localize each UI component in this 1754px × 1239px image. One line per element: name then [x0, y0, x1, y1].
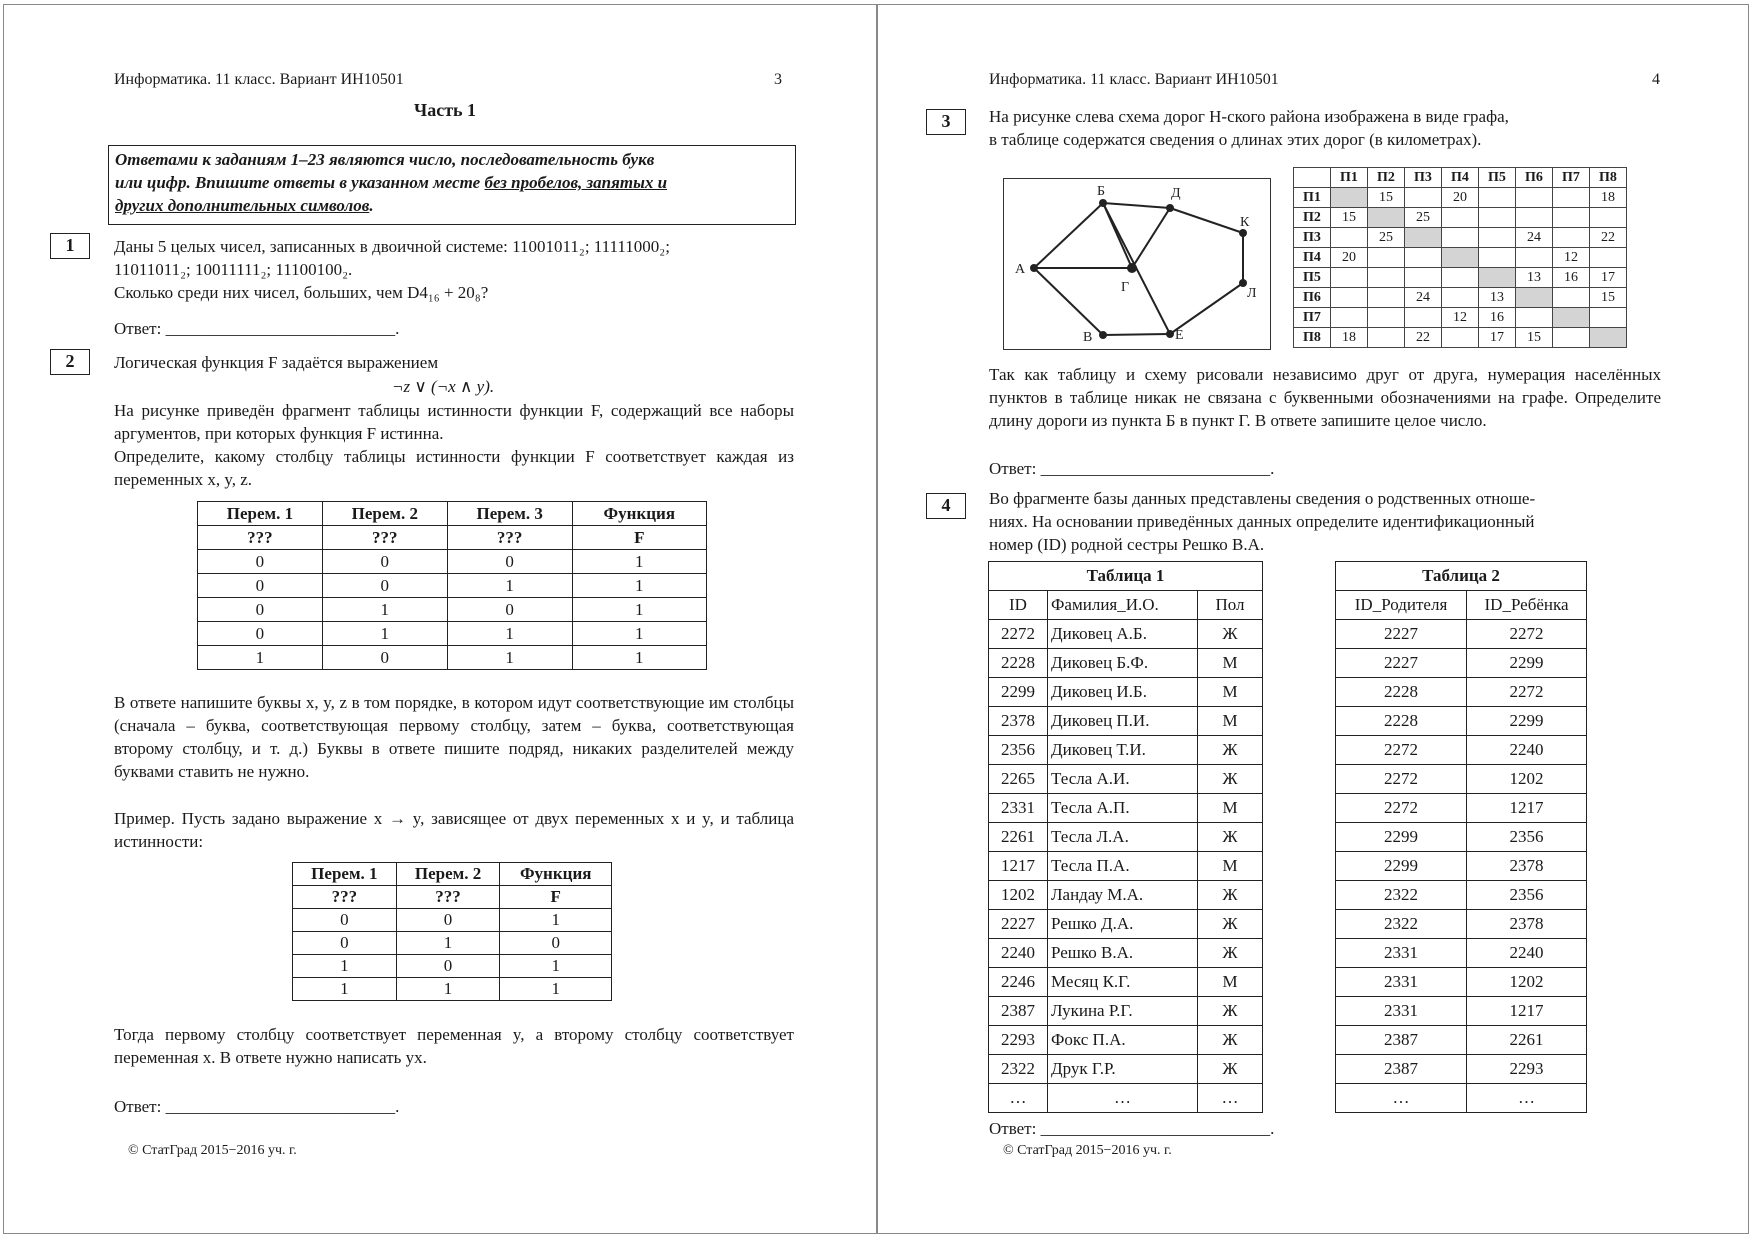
name-cell: Диковец А.Б. — [1048, 620, 1198, 649]
distance-cell: 16 — [1553, 268, 1590, 288]
column-header: ID — [989, 591, 1048, 620]
table-row — [1336, 736, 1587, 765]
distance-cell: 18 — [1331, 328, 1368, 348]
distance-cell — [1331, 288, 1368, 308]
task3-text: На рисунке слева схема дорог Н-ского района изображена в виде графа, в таблице содержатся сведения о длинах этих дорог (в километрах). — [989, 107, 1509, 149]
distance-cell: 18 — [1590, 188, 1627, 208]
distance-table — [1293, 167, 1627, 348]
child-id-cell: … — [1467, 1084, 1587, 1113]
task4-text: Во фрагменте базы данных представлены сведения о родственных отноше- ниях. На основании приведённых данных определите идентификационный номер (ID) родной сестры Решко В.А. — [989, 489, 1536, 554]
table-row — [989, 910, 1263, 939]
distance-cell — [1368, 328, 1405, 348]
right-page — [877, 4, 1749, 1234]
node-b — [1099, 199, 1107, 207]
part-title: Часть 1 — [414, 100, 477, 120]
distance-cell — [1590, 208, 1627, 228]
task2-line1: Логическая функция F задаётся выражением — [114, 353, 439, 372]
child-id-cell: 1202 — [1467, 765, 1587, 794]
table-row — [1336, 881, 1587, 910]
column-header: П1 — [1331, 168, 1368, 188]
table-row — [1336, 823, 1587, 852]
child-id-cell: 1202 — [1467, 968, 1587, 997]
distance-cell — [1442, 228, 1479, 248]
id-cell: 1217 — [989, 852, 1048, 881]
table-row — [1294, 328, 1627, 348]
table-subheader: ??? — [396, 886, 500, 909]
graph-label: Г — [1121, 280, 1130, 295]
table-row — [1336, 939, 1587, 968]
gender-cell: Ж — [1198, 939, 1263, 968]
table-row — [1294, 248, 1627, 268]
table-row — [989, 1084, 1263, 1113]
gender-cell: Ж — [1198, 881, 1263, 910]
distance-cell — [1442, 328, 1479, 348]
parent-id-cell: 2272 — [1336, 736, 1467, 765]
column-header: П5 — [1479, 168, 1516, 188]
table-row: 0 0 1 1 — [198, 574, 707, 598]
table-row — [989, 823, 1263, 852]
distance-cell: 24 — [1405, 288, 1442, 308]
name-cell: Решко Д.А. — [1048, 910, 1198, 939]
distance-cell — [1331, 308, 1368, 328]
table-row — [1294, 288, 1627, 308]
name-cell: Тесла Л.А. — [1048, 823, 1198, 852]
table1 — [988, 561, 1263, 1113]
copyright: © СтатГрад 2015−2016 уч. г. — [1003, 1143, 1172, 1158]
distance-cell: 25 — [1368, 228, 1405, 248]
graph-label: Б — [1097, 184, 1106, 199]
table-row — [1294, 308, 1627, 328]
gender-cell: Ж — [1198, 997, 1263, 1026]
graph-label: Д — [1171, 186, 1181, 201]
distance-cell — [1553, 288, 1590, 308]
child-id-cell: 2240 — [1467, 736, 1587, 765]
table-row — [989, 794, 1263, 823]
road-graph — [1003, 178, 1271, 350]
node-g — [1127, 263, 1137, 273]
task2-para5: Тогда первому столбцу соответствует переменная y, а второму столбцу соответствует переменная x. В ответе нужно написать yx. — [114, 1025, 794, 1067]
table-row — [989, 852, 1263, 881]
table-row — [989, 649, 1263, 678]
node-v — [1099, 331, 1107, 339]
name-cell: Фокс П.А. — [1048, 1026, 1198, 1055]
distance-cell — [1590, 308, 1627, 328]
id-cell: 2265 — [989, 765, 1048, 794]
table-header: Функция — [500, 863, 612, 886]
table-row: 1 0 1 — [293, 955, 612, 978]
table-row — [1336, 997, 1587, 1026]
table-header: Перем. 2 — [396, 863, 500, 886]
name-cell: Диковец П.И. — [1048, 707, 1198, 736]
page-header: Информатика. 11 класс. Вариант ИН10501 — [114, 71, 404, 88]
parent-id-cell: 2228 — [1336, 707, 1467, 736]
distance-cell — [1405, 268, 1442, 288]
task-number-1: 1 — [50, 233, 90, 259]
row-header: П4 — [1294, 248, 1331, 268]
task-number-2: 2 — [50, 349, 90, 375]
distance-cell: 13 — [1479, 288, 1516, 308]
table-header: Перем. 2 — [322, 502, 447, 526]
gender-cell: М — [1198, 649, 1263, 678]
table-header: Перем. 1 — [293, 863, 397, 886]
name-cell: Лукина Р.Г. — [1048, 997, 1198, 1026]
distance-cell — [1553, 228, 1590, 248]
task2-para3: В ответе напишите буквы x, y, z в том порядке, в котором идут соответствующие им столбцы (сначала – буква, соответствующая первому столбцу, затем – буква, соответствующая второму столбцу, и т. д.) Буквы в ответе пишите подряд, никаких разделителей между буквами ставить не нужно. — [114, 693, 794, 781]
distance-cell: 12 — [1442, 308, 1479, 328]
parent-id-cell: 2387 — [1336, 1055, 1467, 1084]
child-id-cell: 2356 — [1467, 881, 1587, 910]
node-e — [1166, 330, 1174, 338]
row-header: П1 — [1294, 188, 1331, 208]
table-row — [1336, 620, 1587, 649]
table-title: Таблица 1 — [989, 562, 1263, 591]
parent-id-cell: 2228 — [1336, 678, 1467, 707]
gender-cell: М — [1198, 794, 1263, 823]
parent-id-cell: 2299 — [1336, 852, 1467, 881]
distance-cell: 15 — [1516, 328, 1553, 348]
table-row — [989, 968, 1263, 997]
table-header-row — [989, 591, 1263, 620]
name-cell: … — [1048, 1084, 1198, 1113]
table-header: Перем. 1 — [198, 502, 323, 526]
task2-expression: ¬z ∨ (¬x ∧ y). — [392, 377, 495, 396]
column-header: П2 — [1368, 168, 1405, 188]
distance-cell: 22 — [1405, 328, 1442, 348]
id-cell: 2272 — [989, 620, 1048, 649]
node-k — [1239, 229, 1247, 237]
table-row — [1336, 852, 1587, 881]
table-subheader: ??? — [198, 526, 323, 550]
table-subheader: ??? — [447, 526, 572, 550]
name-cell: Решко В.А. — [1048, 939, 1198, 968]
table-row — [989, 707, 1263, 736]
distance-cell — [1553, 208, 1590, 228]
graph-label: А — [1015, 262, 1026, 277]
id-cell: 2378 — [989, 707, 1048, 736]
table-title: Таблица 2 — [1336, 562, 1587, 591]
parent-id-cell: 2322 — [1336, 910, 1467, 939]
distance-cell — [1368, 288, 1405, 308]
distance-cell — [1368, 248, 1405, 268]
distance-cell — [1405, 308, 1442, 328]
id-cell: 2293 — [989, 1026, 1048, 1055]
name-cell: Месяц К.Г. — [1048, 968, 1198, 997]
column-header: П6 — [1516, 168, 1553, 188]
table-row: 1 1 1 — [293, 978, 612, 1001]
child-id-cell: 2261 — [1467, 1026, 1587, 1055]
table-row: 0 1 1 1 — [198, 622, 707, 646]
distance-cell: 15 — [1331, 208, 1368, 228]
table-row — [989, 765, 1263, 794]
table-row — [989, 736, 1263, 765]
name-cell: Ландау М.А. — [1048, 881, 1198, 910]
corner-cell — [1294, 168, 1331, 188]
graph-frame — [1004, 179, 1271, 350]
table-subheader: F — [500, 886, 612, 909]
table-row — [1336, 707, 1587, 736]
distance-cell: 17 — [1590, 268, 1627, 288]
table-row — [1336, 1055, 1587, 1084]
example-table — [292, 862, 612, 1001]
task2-para4: Пример. Пусть задано выражение x → y, зависящее от двух переменных x и y, и таблица истинности: — [114, 809, 794, 851]
graph-label: В — [1083, 330, 1093, 345]
table-header-row — [1294, 168, 1627, 188]
parent-id-cell: 2227 — [1336, 649, 1467, 678]
row-header: П7 — [1294, 308, 1331, 328]
column-header: Пол — [1198, 591, 1263, 620]
distance-cell — [1331, 228, 1368, 248]
edge-v-e — [1103, 334, 1170, 335]
table-row — [989, 1026, 1263, 1055]
task1-answer-line[interactable]: Ответ: ___________________________. — [114, 319, 400, 338]
graph-label: Л — [1247, 286, 1257, 301]
id-cell: 2240 — [989, 939, 1048, 968]
gender-cell: Ж — [1198, 736, 1263, 765]
row-header: П8 — [1294, 328, 1331, 348]
id-cell: 1202 — [989, 881, 1048, 910]
child-id-cell: 2378 — [1467, 910, 1587, 939]
copyright: © СтатГрад 2015−2016 уч. г. — [128, 1143, 297, 1158]
distance-cell — [1442, 248, 1479, 268]
child-id-cell: 2272 — [1467, 678, 1587, 707]
distance-cell — [1553, 328, 1590, 348]
node-d — [1166, 204, 1174, 212]
table-row: 0 1 0 1 — [198, 598, 707, 622]
graph-label: Е — [1175, 328, 1184, 343]
table-row — [1336, 1084, 1587, 1113]
id-cell: 2299 — [989, 678, 1048, 707]
left-page — [3, 4, 877, 1234]
table-row — [1294, 188, 1627, 208]
instruction-line: или цифр. Впишите ответы в указанном месте без пробелов, запятых и — [115, 173, 668, 192]
table-row — [989, 939, 1263, 968]
column-header: П4 — [1442, 168, 1479, 188]
table-row — [1336, 794, 1587, 823]
table-row — [1336, 678, 1587, 707]
distance-cell: 15 — [1590, 288, 1627, 308]
table-row — [1336, 1026, 1587, 1055]
distance-cell — [1442, 208, 1479, 228]
distance-cell — [1516, 188, 1553, 208]
task1-text: Даны 5 целых чисел, записанных в двоичной системе: 11001011₂; 11111000₂; 11011011₂; 10011111₂; 11100100₂. Сколько среди них чисел, больших, чем D4₁₆ + 20₈? — [114, 237, 670, 302]
parent-id-cell: 2227 — [1336, 620, 1467, 649]
table-header: Функция — [572, 502, 706, 526]
parent-id-cell: 2322 — [1336, 881, 1467, 910]
distance-cell — [1516, 288, 1553, 308]
distance-cell: 20 — [1442, 188, 1479, 208]
distance-cell — [1479, 268, 1516, 288]
child-id-cell: 2293 — [1467, 1055, 1587, 1084]
gender-cell: Ж — [1198, 620, 1263, 649]
child-id-cell: 2378 — [1467, 852, 1587, 881]
id-cell: … — [989, 1084, 1048, 1113]
child-id-cell: 2272 — [1467, 620, 1587, 649]
column-header: ID_Родителя — [1336, 591, 1467, 620]
row-header: П2 — [1294, 208, 1331, 228]
name-cell: Тесла А.П. — [1048, 794, 1198, 823]
page-number: 3 — [774, 71, 782, 88]
table-row — [1294, 268, 1627, 288]
distance-cell — [1590, 328, 1627, 348]
parent-id-cell: 2272 — [1336, 765, 1467, 794]
id-cell: 2322 — [989, 1055, 1048, 1084]
distance-cell — [1368, 268, 1405, 288]
distance-cell — [1405, 228, 1442, 248]
distance-cell — [1516, 248, 1553, 268]
table-row: 0 0 0 1 — [198, 550, 707, 574]
table-row — [989, 1055, 1263, 1084]
row-header: П5 — [1294, 268, 1331, 288]
distance-cell — [1368, 308, 1405, 328]
distance-cell — [1479, 228, 1516, 248]
column-header: П8 — [1590, 168, 1627, 188]
id-cell: 2387 — [989, 997, 1048, 1026]
table-row — [989, 620, 1263, 649]
distance-cell: 17 — [1479, 328, 1516, 348]
id-cell: 2331 — [989, 794, 1048, 823]
distance-cell: 12 — [1553, 248, 1590, 268]
table-row: 1 0 1 1 — [198, 646, 707, 670]
table-row — [989, 997, 1263, 1026]
distance-cell — [1368, 208, 1405, 228]
name-cell: Диковец Б.Ф. — [1048, 649, 1198, 678]
task-number-4: 4 — [926, 493, 966, 519]
column-header: Фамилия_И.О. — [1048, 591, 1198, 620]
task4-answer-line[interactable]: Ответ: ___________________________. — [989, 1119, 1275, 1138]
distance-cell — [1479, 248, 1516, 268]
table-subheader: ??? — [293, 886, 397, 909]
table-row — [1336, 649, 1587, 678]
table-row — [1336, 968, 1587, 997]
column-header: П7 — [1553, 168, 1590, 188]
distance-cell — [1331, 188, 1368, 208]
table-row — [1294, 228, 1627, 248]
distance-cell: 16 — [1479, 308, 1516, 328]
row-header: П6 — [1294, 288, 1331, 308]
id-cell: 2261 — [989, 823, 1048, 852]
table-subheader: ??? — [322, 526, 447, 550]
parent-id-cell: 2299 — [1336, 823, 1467, 852]
task-number-3: 3 — [926, 109, 966, 135]
distance-cell — [1331, 268, 1368, 288]
parent-id-cell: 2272 — [1336, 794, 1467, 823]
instruction-line: других дополнительных символов. — [115, 196, 374, 215]
gender-cell: М — [1198, 968, 1263, 997]
name-cell: Тесла П.А. — [1048, 852, 1198, 881]
distance-cell — [1553, 308, 1590, 328]
child-id-cell: 1217 — [1467, 997, 1587, 1026]
task3-para: Так как таблицу и схему рисовали независимо друг от друга, нумерация населённых пунктов в таблице никак не связана с буквенными обозначениями на графе. Определите длину дороги из пункта Б в пункт Г. В ответе запишите целое число. — [989, 365, 1661, 430]
parent-id-cell: 2331 — [1336, 939, 1467, 968]
distance-cell — [1516, 308, 1553, 328]
child-id-cell: 2299 — [1467, 649, 1587, 678]
gender-cell: Ж — [1198, 910, 1263, 939]
distance-cell — [1405, 188, 1442, 208]
child-id-cell: 1217 — [1467, 794, 1587, 823]
gender-cell: М — [1198, 707, 1263, 736]
child-id-cell: 2356 — [1467, 823, 1587, 852]
distance-cell — [1479, 208, 1516, 228]
distance-cell: 25 — [1405, 208, 1442, 228]
parent-id-cell: 2331 — [1336, 997, 1467, 1026]
table-header: Перем. 3 — [447, 502, 572, 526]
page-header: Информатика. 11 класс. Вариант ИН10501 — [989, 71, 1279, 88]
distance-cell — [1442, 268, 1479, 288]
child-id-cell: 2240 — [1467, 939, 1587, 968]
table-row — [1294, 208, 1627, 228]
task2-answer-line[interactable]: Ответ: ___________________________. — [114, 1097, 400, 1116]
distance-cell — [1516, 208, 1553, 228]
id-cell: 2356 — [989, 736, 1048, 765]
distance-cell — [1405, 248, 1442, 268]
name-cell: Диковец И.Б. — [1048, 678, 1198, 707]
node-a — [1030, 264, 1038, 272]
gender-cell: … — [1198, 1084, 1263, 1113]
task3-answer-line[interactable]: Ответ: ___________________________. — [989, 459, 1275, 478]
name-cell: Друк Г.Р. — [1048, 1055, 1198, 1084]
table-row: 0 1 0 — [293, 932, 612, 955]
page-number: 4 — [1652, 71, 1660, 88]
graph-label: К — [1240, 215, 1250, 230]
gender-cell: М — [1198, 852, 1263, 881]
gender-cell: Ж — [1198, 823, 1263, 852]
gender-cell: Ж — [1198, 765, 1263, 794]
name-cell: Диковец Т.И. — [1048, 736, 1198, 765]
distance-cell: 20 — [1331, 248, 1368, 268]
task2-para1: На рисунке приведён фрагмент таблицы истинности функции F, содержащий все наборы аргументов, при которых функция F истинна. — [114, 401, 794, 443]
distance-cell — [1479, 188, 1516, 208]
table-subheader: F — [572, 526, 706, 550]
parent-id-cell: 2331 — [1336, 968, 1467, 997]
table-header-row — [1336, 591, 1587, 620]
table2 — [1335, 561, 1587, 1113]
gender-cell: Ж — [1198, 1055, 1263, 1084]
table-row — [1336, 910, 1587, 939]
table-row — [1336, 765, 1587, 794]
row-header: П3 — [1294, 228, 1331, 248]
name-cell: Тесла А.И. — [1048, 765, 1198, 794]
node-l — [1239, 279, 1247, 287]
truth-table — [197, 501, 707, 670]
distance-cell: 24 — [1516, 228, 1553, 248]
table-row — [989, 678, 1263, 707]
column-header: П3 — [1405, 168, 1442, 188]
distance-cell: 22 — [1590, 228, 1627, 248]
parent-id-cell: 2387 — [1336, 1026, 1467, 1055]
distance-cell — [1442, 288, 1479, 308]
distance-cell: 13 — [1516, 268, 1553, 288]
distance-cell: 15 — [1368, 188, 1405, 208]
task2-para2: Определите, какому столбцу таблицы истинности функции F соответствует каждая из переменных x, y, z. — [114, 447, 794, 489]
column-header: ID_Ребёнка — [1467, 591, 1587, 620]
child-id-cell: 2299 — [1467, 707, 1587, 736]
instruction-box — [108, 145, 796, 225]
gender-cell: М — [1198, 678, 1263, 707]
id-cell: 2246 — [989, 968, 1048, 997]
distance-cell — [1553, 188, 1590, 208]
id-cell: 2227 — [989, 910, 1048, 939]
instruction-line: Ответами к заданиям 1–23 являются число, последовательность букв — [115, 150, 655, 169]
table-row — [989, 881, 1263, 910]
table-row: 0 0 1 — [293, 909, 612, 932]
id-cell: 2228 — [989, 649, 1048, 678]
parent-id-cell: … — [1336, 1084, 1467, 1113]
distance-cell — [1590, 248, 1627, 268]
gender-cell: Ж — [1198, 1026, 1263, 1055]
